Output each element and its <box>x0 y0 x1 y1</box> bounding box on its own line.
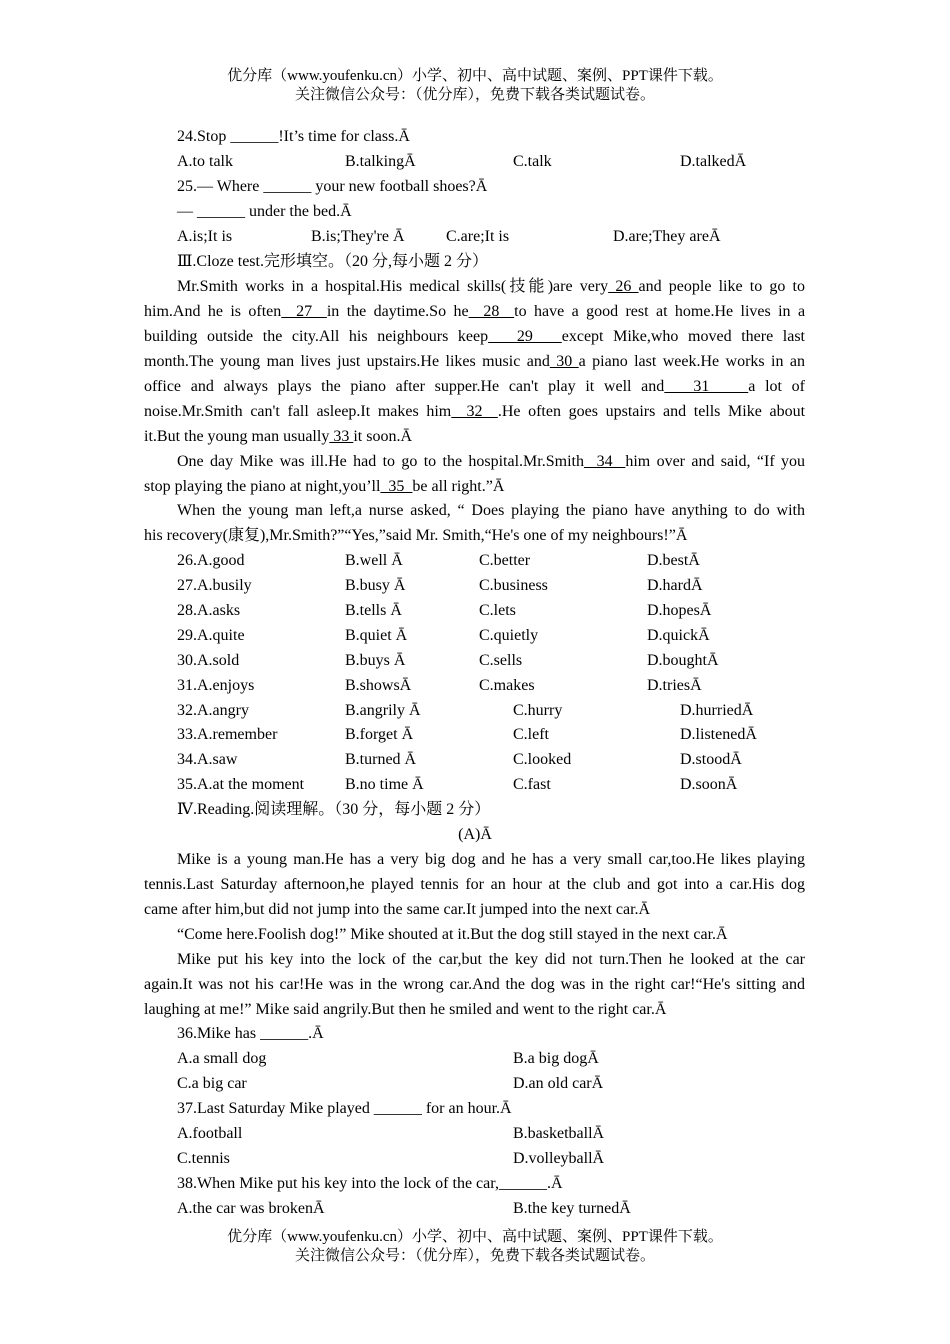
option-35c: C.fast <box>513 776 551 793</box>
option-29a: 29.A.quite <box>177 627 245 644</box>
option-31a: 31.A.enjoys <box>177 677 255 694</box>
q38-stem: 38.When Mike put his key into the lock of the car,______.Ā <box>177 1175 563 1192</box>
page-header-line1: 优分库（www.youfenku.cn）小学、初中、高中试题、案例、PPT课件下载。 <box>227 68 723 84</box>
reading-p1-line2: tennis.Last Saturday afternoon,he played tennis for an hour at the club and got into a car.His dog <box>144 876 805 893</box>
q36-option-b: B.a big dogĀ <box>513 1050 599 1067</box>
option-27d: D.hardĀ <box>647 577 703 594</box>
q24-option-d: D.talkedĀ <box>680 153 747 170</box>
option-30d: D.boughtĀ <box>647 652 719 669</box>
q24-option-b: B.talkingĀ <box>345 153 416 170</box>
cloze-p3-line1: When the young man left,a nurse asked, “ Does playing the piano have anything to do with <box>177 502 805 519</box>
option-26b: B.well Ā <box>345 552 403 569</box>
blank-29: 29 <box>488 328 562 345</box>
q37-option-d: D.volleyballĀ <box>513 1150 605 1167</box>
cloze-p1-line5: office and always plays the piano after supper.He can't play it well and 31 a lot of <box>144 378 806 395</box>
reading-p3-line3: laughing at me!” Mike said angrily.But then he smiled and went to the right car.Ā <box>144 1001 667 1018</box>
q37-option-c: C.tennis <box>177 1150 230 1167</box>
cloze-p1-line7: it.But the young man usually 33 it soon.Ā <box>144 428 412 445</box>
option-33d: D.listenedĀ <box>680 726 757 743</box>
cloze-p2-line2: stop playing the piano at night,you’ll 35 be all right.”Ā <box>144 478 505 495</box>
reading-p3-line2: again.It was not his car!He was in the wrong car.And the dog was in the right car!“He's sitting and <box>144 976 805 993</box>
option-34b: B.turned Ā <box>345 751 417 768</box>
q36-option-d: D.an old carĀ <box>513 1075 604 1092</box>
reading-p2: “Come here.Foolish dog!” Mike shouted at it.But the dog still stayed in the next car.Ā <box>177 926 728 943</box>
cloze-p1-line4: month.The young man lives just upstairs.He likes music and 30 a piano last week.He works in an <box>144 353 806 370</box>
option-28b: B.tells Ā <box>345 602 402 619</box>
q25-option-b: B.is;They're Ā <box>311 228 405 245</box>
option-35b: B.no time Ā <box>345 776 424 793</box>
option-33a: 33.A.remember <box>177 726 278 743</box>
cloze-p1-line3: building outside the city.All his neighbours keep 29 except Mike,who moved there last <box>144 328 805 345</box>
q25-option-d: D.are;They areĀ <box>613 228 721 245</box>
option-34a: 34.A.saw <box>177 751 238 768</box>
blank-32: 32 <box>451 403 498 420</box>
blank-28: 28 <box>468 303 515 320</box>
option-28a: 28.A.asks <box>177 602 241 619</box>
q25-stem: 25.— Where ______ your new football shoes?Ā <box>177 178 488 195</box>
q24-option-a: A.to talk <box>177 153 233 170</box>
q25-option-a: A.is;It is <box>177 228 233 245</box>
reading-p3-line1: Mike put his key into the lock of the car,but the key did not turn.Then he looked at the car <box>177 951 805 968</box>
cloze-p2-line1: One day Mike was ill.He had to go to the hospital.Mr.Smith 34 him over and said, “If you <box>177 453 805 470</box>
page-header-line2: 关注微信公众号：（优分库），免费下载各类试题试卷。 <box>294 87 655 103</box>
reading-heading: Ⅳ.Reading.阅读理解。（30 分，每小题 2 分） <box>177 801 491 818</box>
page-footer-line1: 优分库（www.youfenku.cn）小学、初中、高中试题、案例、PPT课件下载。 <box>227 1229 723 1245</box>
page-footer-line2: 关注微信公众号：（优分库），免费下载各类试题试卷。 <box>294 1248 655 1264</box>
option-26c: C.better <box>479 552 531 569</box>
option-29c: C.quietly <box>479 627 539 644</box>
reading-p1-line1: Mike is a young man.He has a very big dog and he has a very small car,too.He likes playing <box>177 851 805 868</box>
option-35a: 35.A.at the moment <box>177 776 305 793</box>
q36-option-a: A.a small dog <box>177 1050 267 1067</box>
option-31d: D.triesĀ <box>647 677 702 694</box>
reading-section-a: (A)Ā <box>458 826 492 843</box>
cloze-p3-line2: his recovery(康复),Mr.Smith?”“Yes,”said Mr. Smith,“He's one of my neighbours!”Ā <box>144 527 688 544</box>
q24-option-c: C.talk <box>513 153 552 170</box>
option-30c: C.sells <box>479 652 523 669</box>
option-28c: C.lets <box>479 602 516 619</box>
option-32b: B.angrily Ā <box>345 702 421 719</box>
blank-30: 30 <box>549 353 579 370</box>
option-26a: 26.A.good <box>177 552 245 569</box>
cloze-p1-line2: him.And he is often 27 in the daytime.So he 28 to have a good rest at home.He lives in a <box>144 303 806 320</box>
cloze-p1-line1: Mr.Smith works in a hospital.His medical skills(技能)are very 26 and people like to go to <box>177 278 806 295</box>
option-34c: C.looked <box>513 751 572 768</box>
q24-stem: 24.Stop ______!It’s time for class.Ā <box>177 128 410 145</box>
blank-26: 26 <box>608 278 639 295</box>
option-29b: B.quiet Ā <box>345 627 408 644</box>
blank-34: 34 <box>583 453 626 470</box>
q25-option-c: C.are;It is <box>446 228 510 245</box>
option-32c: C.hurry <box>513 702 563 719</box>
option-35d: D.soonĀ <box>680 776 738 793</box>
blank-31: 31 <box>664 378 749 395</box>
option-32d: D.hurriedĀ <box>680 702 754 719</box>
option-26d: D.bestĀ <box>647 552 700 569</box>
q38-option-a: A.the car was brokenĀ <box>177 1200 325 1217</box>
option-30a: 30.A.sold <box>177 652 240 669</box>
option-32a: 32.A.angry <box>177 702 249 719</box>
option-29d: D.quickĀ <box>647 627 710 644</box>
reading-p1-line3: came after him,but did not jump into the same car.It jumped into the next car.Ā <box>144 901 651 918</box>
option-31b: B.showsĀ <box>345 677 412 694</box>
q37-stem: 37.Last Saturday Mike played ______ for an hour.Ā <box>177 1100 512 1117</box>
blank-33: 33 <box>329 428 354 445</box>
option-34d: D.stoodĀ <box>680 751 742 768</box>
q25-stem2: — ______ under the bed.Ā <box>177 203 352 220</box>
option-30b: B.buys Ā <box>345 652 406 669</box>
q38-option-b: B.the key turnedĀ <box>513 1200 631 1217</box>
option-27c: C.business <box>479 577 548 594</box>
option-33b: B.forget Ā <box>345 726 414 743</box>
q36-option-c: C.a big car <box>177 1075 247 1092</box>
blank-27: 27 <box>281 303 327 320</box>
cloze-heading: Ⅲ.Cloze test.完形填空。（20 分,每小题 2 分） <box>177 253 488 270</box>
q37-option-b: B.basketballĀ <box>513 1125 605 1142</box>
q37-option-a: A.football <box>177 1125 243 1142</box>
option-33c: C.left <box>513 726 549 743</box>
option-28d: D.hopesĀ <box>647 602 712 619</box>
blank-35: 35 <box>380 478 413 495</box>
option-27b: B.busy Ā <box>345 577 406 594</box>
q36-stem: 36.Mike has ______.Ā <box>177 1025 324 1042</box>
option-27a: 27.A.busily <box>177 577 252 594</box>
option-31c: C.makes <box>479 677 535 694</box>
cloze-p1-line6: noise.Mr.Smith can't fall asleep.It makes him 32 .He often goes upstairs and tells Mike about <box>144 403 806 420</box>
